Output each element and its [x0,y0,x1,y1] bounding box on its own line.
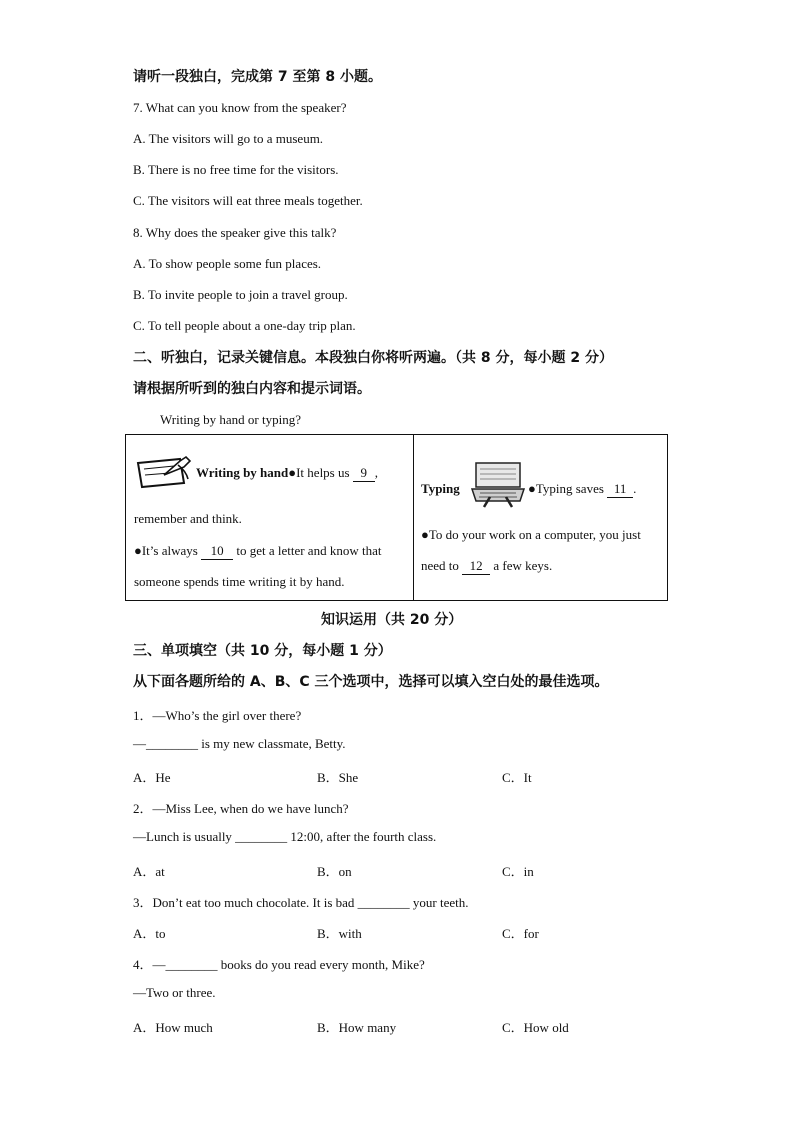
q2-option-c: C．in [502,864,534,879]
q1-option-c: C．It [502,770,532,785]
left-bullet1-cont: remember and think. [134,511,242,526]
question-7-option-b: B. There is no free time for the visitors. [133,162,339,177]
blank-12: 12 [462,558,490,575]
left-bullet2: ●It’s always 10 to get a letter and know that [134,543,382,558]
blank-9: 9 [353,465,375,482]
blank-10: 10 [201,543,233,560]
q2-option-b: B．on [317,864,352,879]
q1-option-b: B．She [317,770,359,785]
mc-question-4-reply: —Two or three. [133,985,216,1000]
part3-heading: 三、单项填空（共 10 分，每小题 1 分） [133,643,392,659]
q3-option-a: A．to [133,926,166,941]
question-8: 8. Why does the speaker give this talk? [133,225,337,240]
knowledge-title: 知识运用（共 20 分） [321,612,463,628]
mc-question-1: 1．—Who’s the girl over there? [133,708,302,723]
left-bullet1: Writing by hand●It helps us 9 , [196,465,379,480]
mc-question-3: 3．Don’t eat too much chocolate. It is bad ________ your teeth. [133,895,469,910]
question-7-option-c: C. The visitors will eat three meals together. [133,193,363,208]
right-heading: Typing [421,481,460,496]
part3-instruction: 从下面各题所给的 A、B、C 三个选项中，选择可以填入空白处的最佳选项。 [133,674,609,690]
notes-table [125,434,668,601]
mc-question-2-reply: —Lunch is usually ________ 12:00, after the fourth class. [133,829,437,844]
section-intro: 请听一段独白，完成第 7 至第 8 小题。 [133,69,382,85]
table-divider [413,435,414,600]
question-8-option-b: B. To invite people to join a travel group. [133,287,348,302]
laptop-typing-icon [470,461,526,509]
mc-question-1-reply: —________ is my new classmate, Betty. [133,736,346,751]
question-7: 7. What can you know from the speaker? [133,100,347,115]
q4-option-a: A．How much [133,1020,213,1035]
blank-11: 11 [607,481,633,498]
question-7-option-a: A. The visitors will go to a museum. [133,131,324,146]
q4-option-c: C．How old [502,1020,569,1035]
handwriting-icon [134,453,192,491]
q3-option-c: C．for [502,926,539,941]
part2-heading: 二、听独白，记录关键信息。本段独白你将听两遍。（共 8 分，每小题 2 分） [133,350,613,366]
left-heading: Writing by hand [196,465,289,480]
mc-question-2: 2．—Miss Lee, when do we have lunch? [133,801,349,816]
q4-option-b: B．How many [317,1020,397,1035]
mc-question-4: 4．—________ books do you read every month, Mike? [133,957,425,972]
question-8-option-a: A. To show people some fun places. [133,256,322,271]
right-bullet1: ●Typing saves 11 . [528,481,637,496]
question-8-option-c: C. To tell people about a one-day trip plan. [133,318,356,333]
right-bullet2: ●To do your work on a computer, you just [421,527,641,542]
q2-option-a: A．at [133,864,165,879]
right-bullet2-cont: need to 12 a few keys. [421,558,553,573]
part2-instruction: 请根据所听到的独白内容和提示词语。 [133,381,371,397]
table-title: Writing by hand or typing? [160,412,302,427]
q3-option-b: B．with [317,926,362,941]
q1-option-a: A．He [133,770,171,785]
left-bullet2-cont: someone spends time writing it by hand. [134,574,345,589]
